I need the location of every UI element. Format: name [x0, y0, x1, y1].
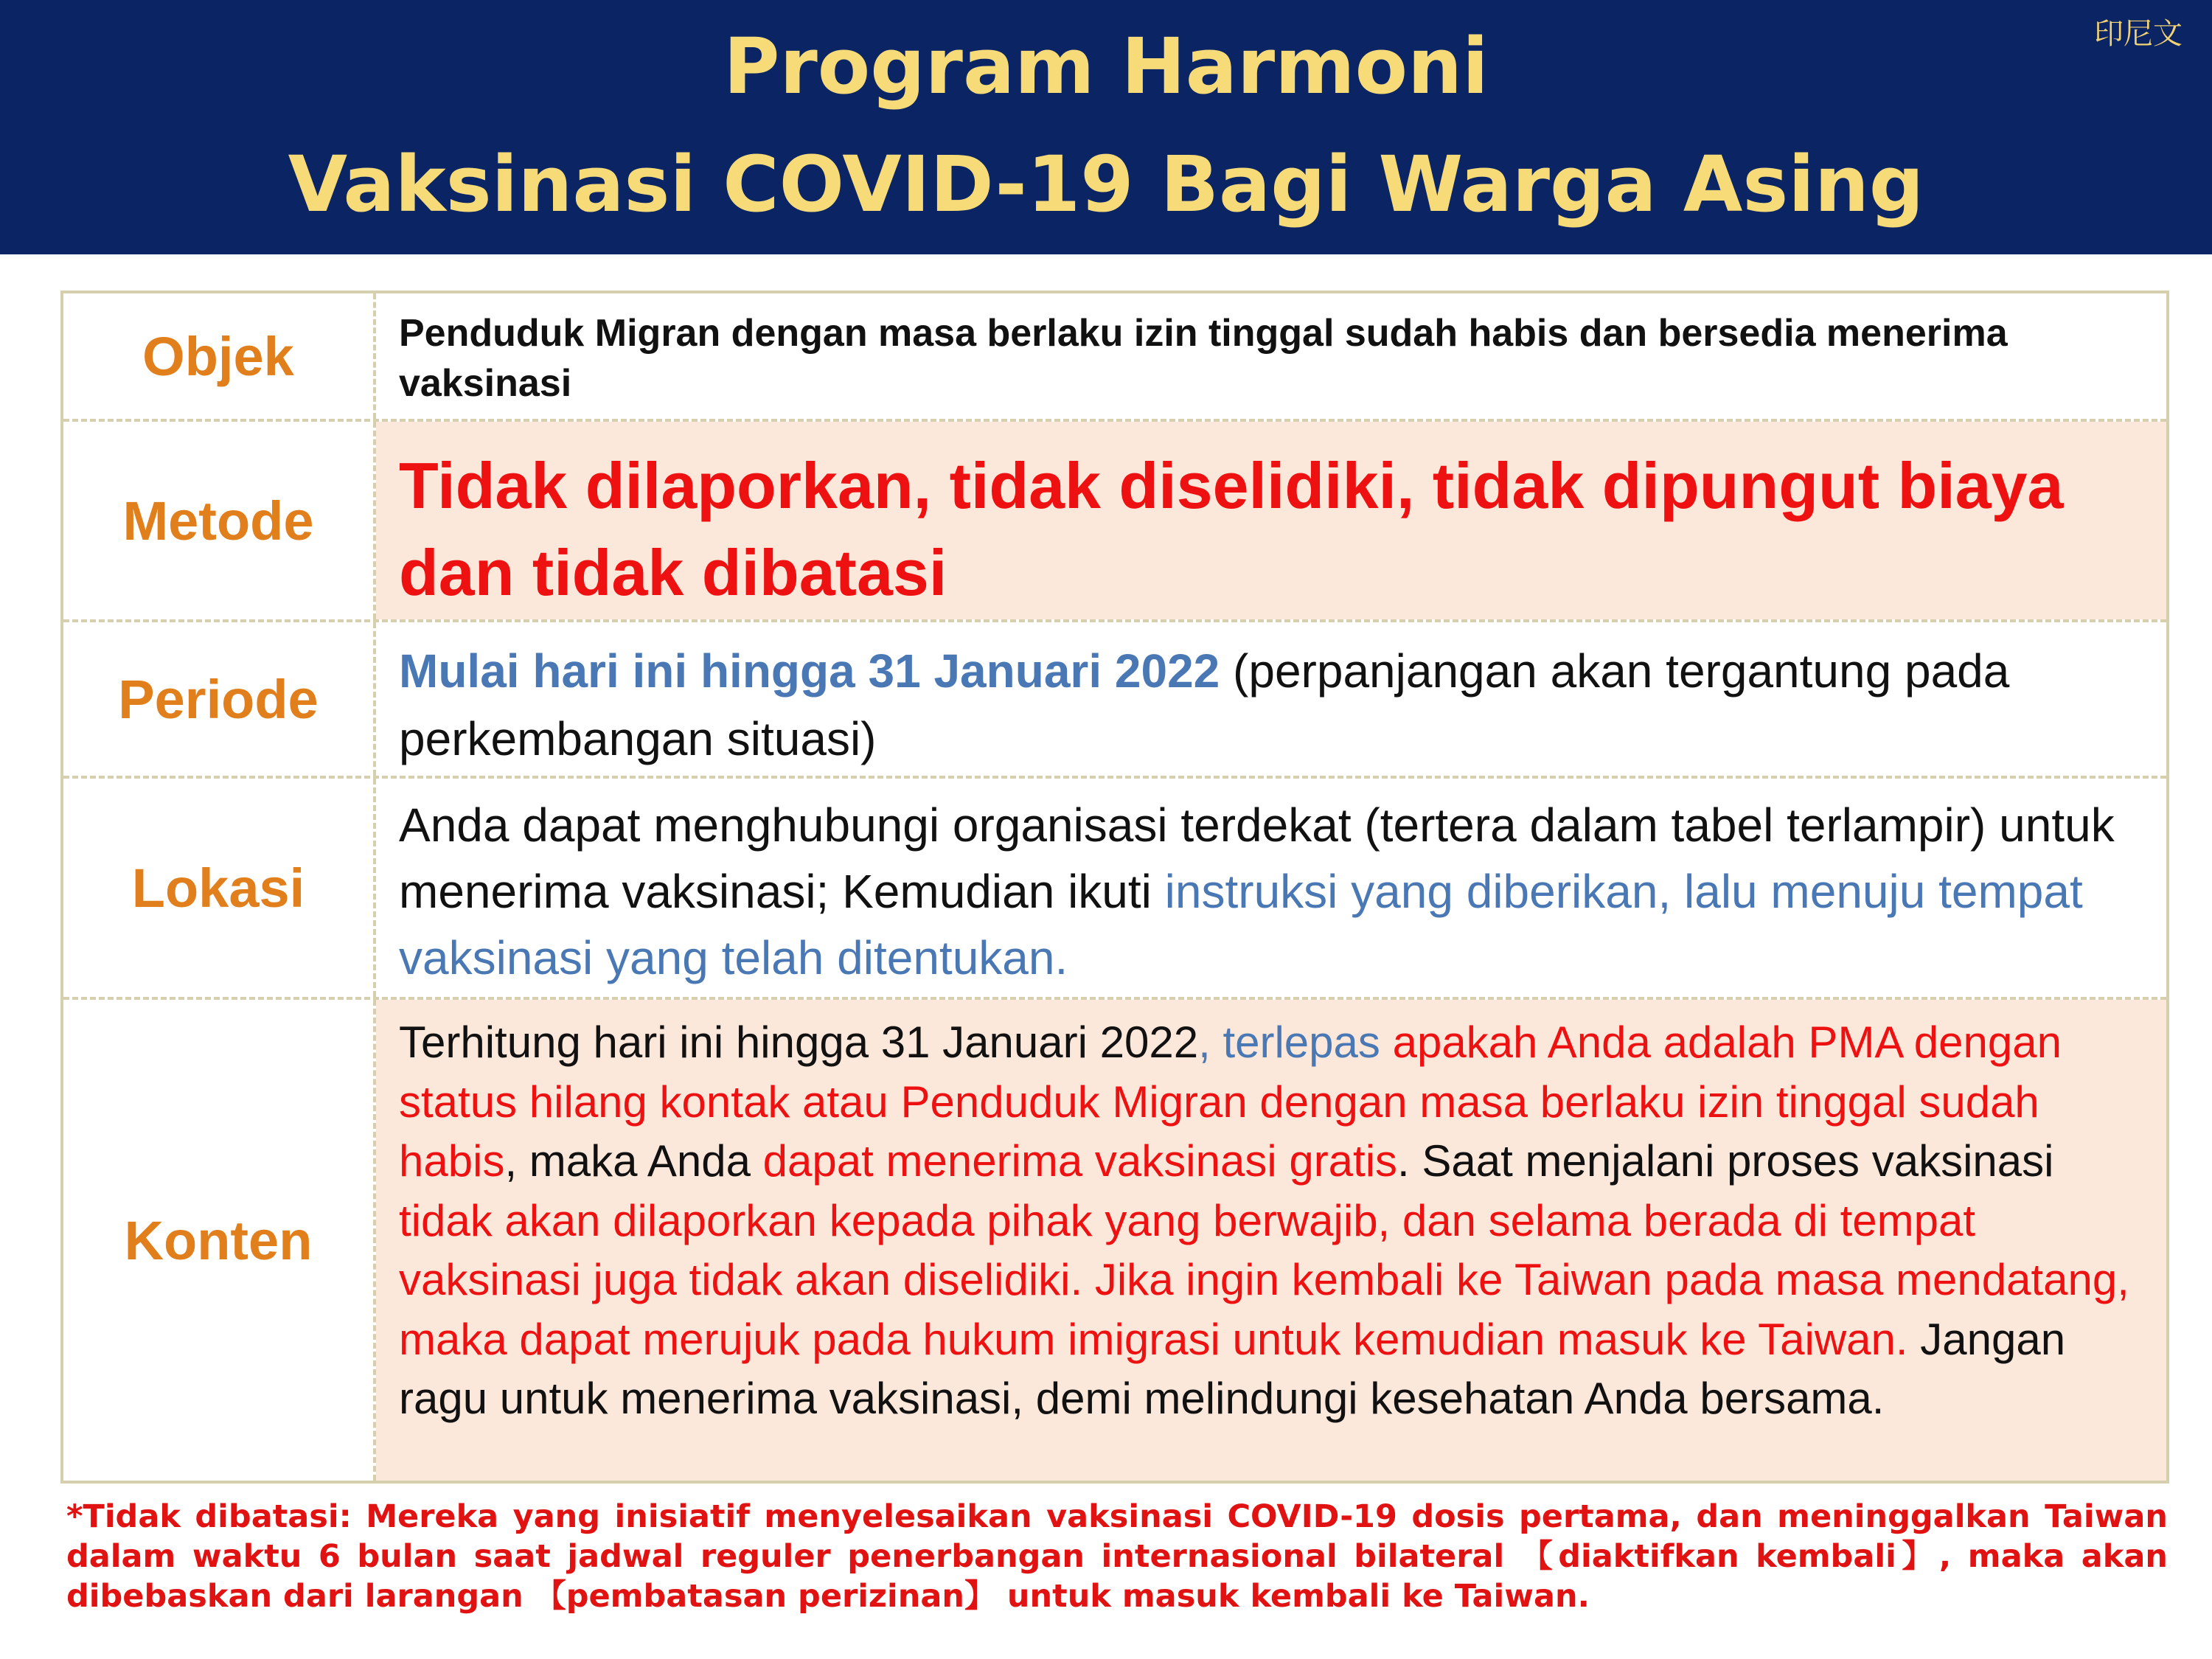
- row-konten: [63, 1000, 2166, 1481]
- konten-part: . Saat menjalani proses vaksinasi: [1397, 1136, 2054, 1186]
- konten-part: , terlepas: [1198, 1018, 1380, 1067]
- footnote: *Tidak dibatasi: Mereka yang inisiatif menyelesaikan vaksinasi COVID-19 dosis pertama, dan meninggalkan Taiwan dalam waktu 6 bulan saat jadwal reguler penerbangan internasional bilateral 【diaktifkan kembali】, maka akan dibebaskan dari larangan 【pembatasan perizinan】 untuk masuk kembali ke Taiwan.: [66, 1498, 2168, 1615]
- row-periode: [63, 622, 2166, 779]
- row-label-metode: Metode: [122, 490, 314, 552]
- konten-part: dapat menerima vaksinasi gratis: [762, 1136, 1398, 1186]
- konten-part: apakah Anda adalah PMA dengan status hilang kontak atau Penduduk Migran dengan masa berlaku izin tinggal sudah habis: [399, 1018, 2062, 1186]
- header-banner: [0, 0, 2212, 254]
- konten-part: , maka Anda: [504, 1136, 763, 1186]
- language-tag: 印尼文: [2094, 17, 2183, 51]
- row-label-objek: Objek: [142, 325, 294, 387]
- title-line-2: Vaksinasi COVID-19 Bagi Warga Asing: [288, 139, 1924, 229]
- row-content-lokasi: [399, 792, 2152, 991]
- konten-part: Terhitung hari ini hingga 31 Januari 2022: [399, 1018, 1199, 1067]
- periode-note: (perpanjangan akan tergantung pada perkembangan situasi): [399, 644, 2010, 765]
- row-content-periode: [399, 637, 2152, 773]
- info-table: [60, 291, 2169, 1484]
- row-content-metode: Tidak dilaporkan, tidak diselidiki, tidak dipungut biaya dan tidak dibatasi: [399, 449, 2064, 609]
- lokasi-text: Anda dapat menghubungi organisasi terdekat (tertera dalam tabel terlampir) untuk menerima vaksinasi; Kemudian ikuti: [399, 799, 2115, 918]
- konten-part: tidak akan dilaporkan kepada pihak yang berwajib, dan selama berada di tempat vaksinasi juga tidak akan diselidiki. Jika ingin kembali ke Taiwan pada masa mendatang, maka dapat merujuk pada hukum imigrasi untuk kemudian masuk ke Taiwan.: [399, 1195, 2129, 1364]
- konten-part: Jangan ragu untuk menerima vaksinasi, demi melindungi kesehatan Anda bersama.: [399, 1314, 2066, 1423]
- periode-highlight: Mulai hari ini hingga 31 Januari 2022: [399, 644, 1220, 698]
- row-label-lokasi: Lokasi: [131, 857, 305, 919]
- row-content-konten: [399, 1013, 2152, 1429]
- row-label-konten: Konten: [124, 1209, 313, 1271]
- title-line-1: Program Harmoni: [723, 21, 1489, 111]
- row-metode: [63, 422, 2166, 622]
- row-lokasi: [63, 779, 2166, 1000]
- lokasi-instructions: instruksi yang diberikan, lalu menuju tempat vaksinasi yang telah ditentukan.: [399, 865, 2083, 984]
- row-objek: [63, 293, 2166, 422]
- row-label-periode: Periode: [118, 668, 319, 730]
- row-content-objek: Penduduk Migran dengan masa berlaku izin tinggal sudah habis dan bersedia menerima vaksinasi: [399, 312, 2008, 405]
